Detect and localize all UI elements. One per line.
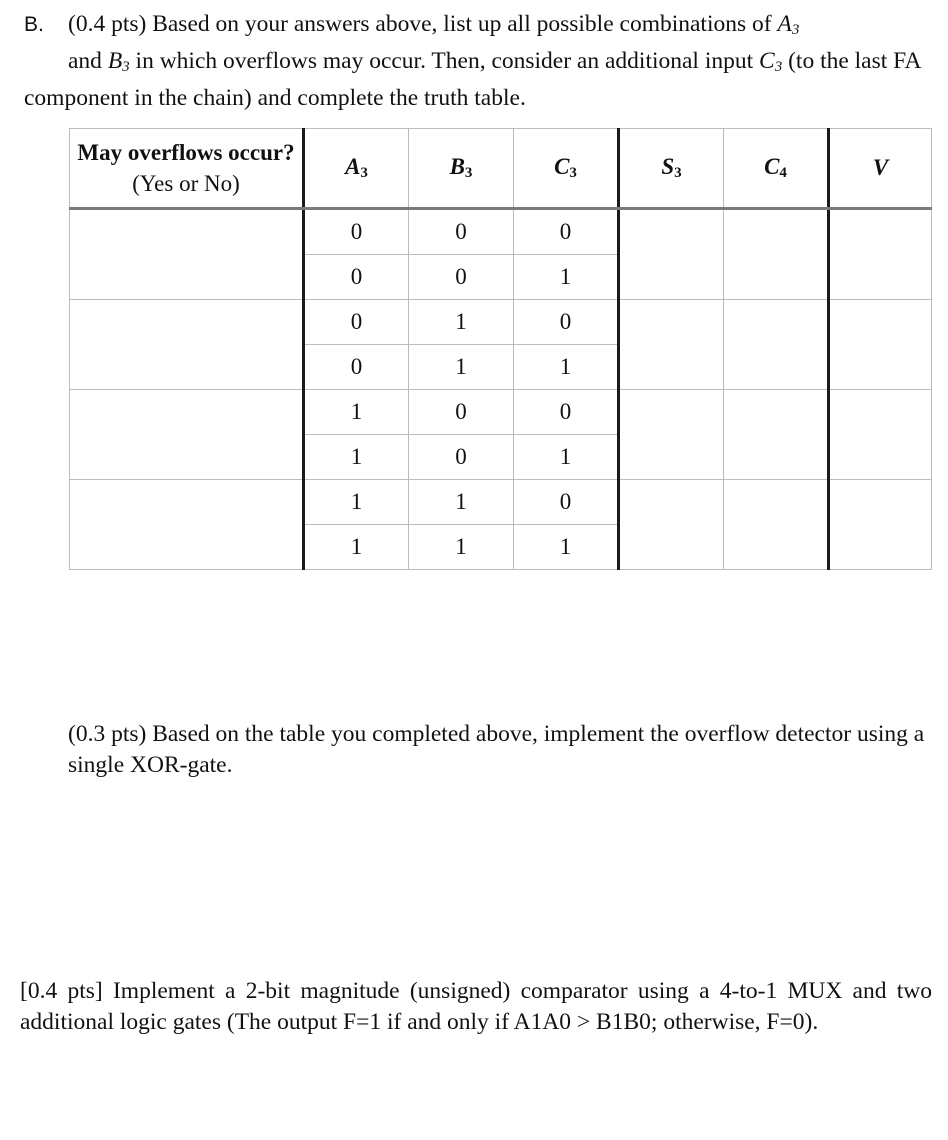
cell-c3: 1 xyxy=(514,345,619,390)
header-b3-var: B xyxy=(449,154,465,179)
cell-v-answer[interactable] xyxy=(829,209,932,300)
cell-a3: 1 xyxy=(304,525,409,570)
header-s3 xyxy=(619,129,724,209)
header-may-overflow xyxy=(70,129,304,209)
question-c xyxy=(24,719,929,781)
overflow-answer-cell[interactable] xyxy=(70,480,304,570)
cell-v-answer[interactable] xyxy=(829,480,932,570)
overflow-answer-cell[interactable] xyxy=(70,300,304,390)
table-row xyxy=(70,390,932,435)
question-b-var-b: B xyxy=(107,48,123,74)
cell-b3: 1 xyxy=(409,300,514,345)
question-d-text: [0.4 pts] Implement a 2-bit magnitude (unsigned) comparator using a 4-to-1 MUX and two additional logic gates (The output F=1 if and only if A1A0 > B1B0; otherwise, F=0). xyxy=(20,978,932,1035)
cell-a3: 0 xyxy=(304,209,409,255)
question-b-var-a: A xyxy=(777,11,792,37)
cell-c3: 0 xyxy=(514,300,619,345)
header-s3-sub: 3 xyxy=(674,165,682,181)
cell-c3: 1 xyxy=(514,525,619,570)
header-may-overflow-bold: May overflows occur? xyxy=(77,140,295,165)
header-s3-var: S xyxy=(661,154,675,179)
header-b3-sub: 3 xyxy=(464,165,473,181)
cell-c3: 1 xyxy=(514,435,619,480)
cell-c4-answer[interactable] xyxy=(724,480,829,570)
question-b-text-2: and xyxy=(68,48,108,74)
cell-s3-answer[interactable] xyxy=(619,390,724,480)
question-b-sub-b: 3 xyxy=(122,59,130,75)
cell-b3: 0 xyxy=(409,255,514,300)
header-v-var: V xyxy=(872,155,889,180)
header-c4-sub: 4 xyxy=(779,165,787,181)
table-row xyxy=(70,480,932,525)
cell-b3: 1 xyxy=(409,345,514,390)
cell-b3: 1 xyxy=(409,480,514,525)
cell-c3: 0 xyxy=(514,390,619,435)
header-v xyxy=(829,129,932,209)
cell-s3-answer[interactable] xyxy=(619,300,724,390)
header-a3 xyxy=(304,129,409,209)
header-c3-var: C xyxy=(554,154,570,179)
cell-b3: 0 xyxy=(409,435,514,480)
cell-b3: 1 xyxy=(409,525,514,570)
question-b-var-c: C xyxy=(759,48,775,74)
cell-v-answer[interactable] xyxy=(829,390,932,480)
header-c4 xyxy=(724,129,829,209)
question-c-label xyxy=(24,719,68,750)
header-c3 xyxy=(514,129,619,209)
header-c3-sub: 3 xyxy=(569,165,577,181)
cell-s3-answer[interactable] xyxy=(619,209,724,300)
cell-a3: 1 xyxy=(304,480,409,525)
question-d xyxy=(20,976,932,1038)
truth-table xyxy=(69,128,932,570)
header-b3 xyxy=(409,129,514,209)
truth-table-header-row xyxy=(70,129,932,209)
question-b-label: B. xyxy=(24,13,44,36)
header-a3-var: A xyxy=(345,154,361,179)
cell-a3: 1 xyxy=(304,435,409,480)
cell-c4-answer[interactable] xyxy=(724,300,829,390)
cell-v-answer[interactable] xyxy=(829,300,932,390)
cell-a3: 0 xyxy=(304,345,409,390)
overflow-answer-cell[interactable] xyxy=(70,390,304,480)
cell-c3: 1 xyxy=(514,255,619,300)
cell-s3-answer[interactable] xyxy=(619,480,724,570)
question-b-sub-c: 3 xyxy=(774,59,783,75)
cell-b3: 0 xyxy=(409,209,514,255)
question-b-text-1: (0.4 pts) Based on your answers above, list up all possible combinations of xyxy=(68,11,778,37)
cell-a3: 1 xyxy=(304,390,409,435)
table-row xyxy=(70,209,932,255)
cell-c4-answer[interactable] xyxy=(724,209,829,300)
question-b-text-4: (to the last FA component in the chain) and complete the truth table. xyxy=(24,48,921,111)
question-b-text-3: in which overflows may occur. Then, consider an additional input xyxy=(129,48,760,74)
cell-b3: 0 xyxy=(409,390,514,435)
table-row xyxy=(70,300,932,345)
header-a3-sub: 3 xyxy=(360,165,368,181)
cell-c3: 0 xyxy=(514,209,619,255)
cell-a3: 0 xyxy=(304,300,409,345)
question-b xyxy=(24,9,929,114)
overflow-answer-cell[interactable] xyxy=(70,209,304,300)
header-may-overflow-rest: (Yes or No) xyxy=(132,171,240,196)
cell-a3: 0 xyxy=(304,255,409,300)
header-c4-var: C xyxy=(764,154,780,179)
cell-c4-answer[interactable] xyxy=(724,390,829,480)
cell-c3: 0 xyxy=(514,480,619,525)
question-b-sub-a: 3 xyxy=(791,22,800,38)
question-c-text: (0.3 pts) Based on the table you completed above, implement the overflow detector using a single XOR-gate. xyxy=(68,721,925,778)
